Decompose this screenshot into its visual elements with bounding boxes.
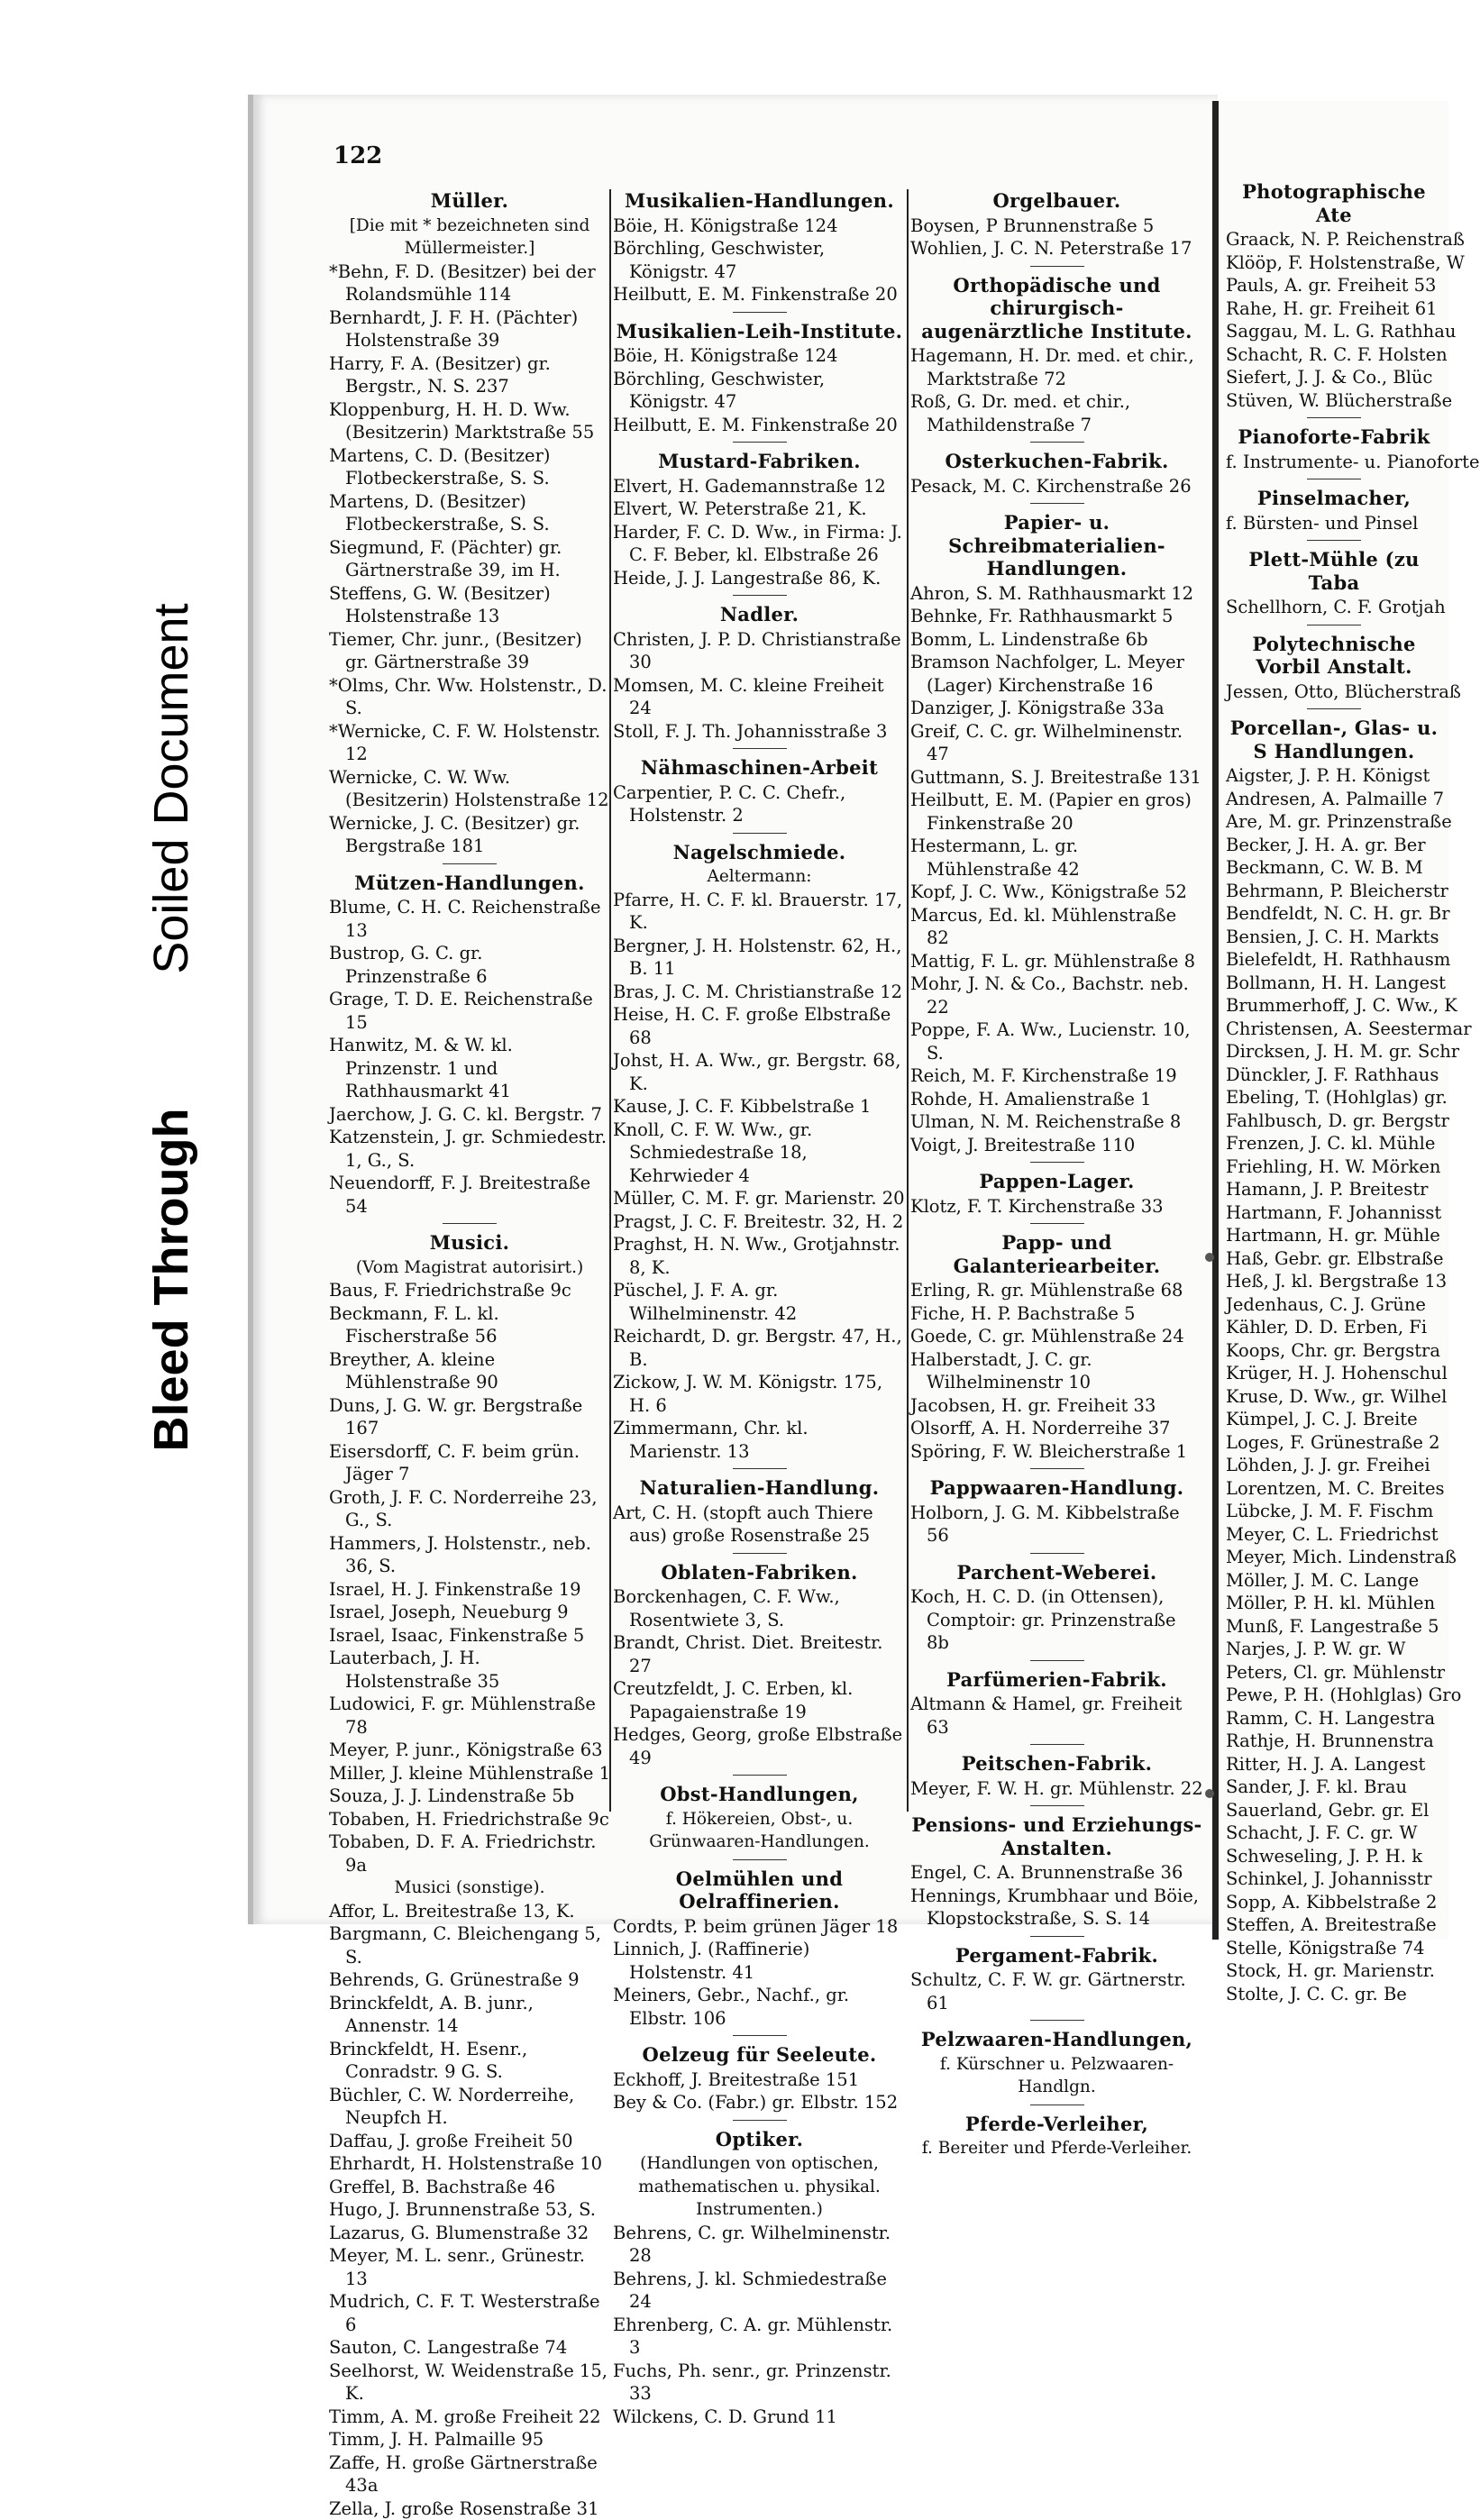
- section-heading: Plett-Mühle (zu Taba: [1226, 548, 1442, 594]
- section-heading: Parchent-Weberei.: [910, 1561, 1203, 1584]
- section-rule: [1307, 708, 1361, 709]
- directory-entry: Meyer, F. W. H. gr. Mühlenstr. 22: [910, 1777, 1203, 1801]
- directory-entry: Zickow, J. W. M. Königstr. 175, H. 6: [613, 1371, 906, 1417]
- directory-entry-truncated: Becker, J. H. A. gr. Ber: [1226, 834, 1442, 857]
- directory-entry: Wernicke, C. W. Ww. (Besitzerin) Holstenstraße 12: [329, 766, 610, 812]
- section-note: f. Bereiter und Pferde-Verleiher.: [910, 2137, 1203, 2160]
- section-rule: [733, 442, 787, 443]
- section-rule: [1030, 1162, 1084, 1163]
- directory-entry-truncated: Bielefeldt, H. Rathhausm: [1226, 948, 1442, 972]
- directory-entry-truncated: Lübcke, J. M. F. Fischm: [1226, 1500, 1442, 1523]
- directory-entry-truncated: Fahlbusch, D. gr. Bergstr: [1226, 1109, 1442, 1133]
- section-rule: [733, 2120, 787, 2121]
- directory-entry-truncated: Bollmann, H. H. Langest: [1226, 972, 1442, 995]
- directory-entry: Jaerchow, J. G. C. kl. Bergstr. 7: [329, 1103, 610, 1127]
- directory-entry-truncated: Möller, P. H. kl. Mühlen: [1226, 1592, 1442, 1615]
- directory-entry: Groth, J. F. C. Norderreihe 23, G., S.: [329, 1486, 610, 1532]
- directory-entry-truncated: Narjes, J. P. W. gr. W: [1226, 1638, 1442, 1661]
- directory-entry: Jacobsen, H. gr. Freiheit 33: [910, 1394, 1203, 1418]
- directory-entry: Bras, J. C. M. Christianstraße 12: [613, 981, 906, 1004]
- section-heading: Mützen-Handlungen.: [329, 872, 610, 895]
- directory-entry-truncated: f. Bürsten- und Pinsel: [1226, 512, 1442, 535]
- directory-entry: Danziger, J. Königstraße 33a: [910, 697, 1203, 720]
- section-heading: Nähmaschinen-Arbeit: [613, 756, 906, 780]
- stamp-sidebar: [0, 0, 242, 1962]
- directory-entry: Tobaben, H. Friedrichstraße 9c: [329, 1808, 610, 1831]
- directory-entry: Hagemann, H. Dr. med. et chir., Marktstraße 72: [910, 344, 1203, 390]
- directory-entry: Behrens, C. gr. Wilhelminenstr. 28: [613, 2222, 906, 2268]
- directory-entry: Spöring, F. W. Bleicherstraße 1: [910, 1440, 1203, 1464]
- section-heading: Pensions- und Erziehungs-Anstalten.: [910, 1813, 1203, 1859]
- directory-entry: Ehrenberg, C. A. gr. Mühlenstr. 3: [613, 2314, 906, 2360]
- directory-entry: Roß, G. Dr. med. et chir., Mathildenstraße 7: [910, 390, 1203, 436]
- directory-entry-truncated: Haß, Gebr. gr. Elbstraße: [1226, 1247, 1442, 1271]
- directory-entry-truncated: f. Instrumente- u. Pianoforte: [1226, 451, 1442, 474]
- section-note: (Vom Magistrat autorisirt.): [329, 1256, 610, 1280]
- section-note: (Handlungen von optischen, mathematischen u. physikal. Instrumenten.): [613, 2152, 906, 2222]
- section-heading: Pappen-Lager.: [910, 1170, 1203, 1193]
- section-heading: Pianoforte-Fabrik: [1226, 425, 1442, 449]
- directory-entry: Praghst, H. N. Ww., Grotjahnstr. 8, K.: [613, 1233, 906, 1279]
- directory-entry-truncated: Friehling, H. W. Mörken: [1226, 1155, 1442, 1179]
- directory-entry: Erling, R. gr. Mühlenstraße 68: [910, 1279, 1203, 1302]
- directory-entry: Elvert, W. Peterstraße 21, K.: [613, 498, 906, 521]
- directory-entry-truncated: Are, M. gr. Prinzenstraße: [1226, 810, 1442, 834]
- section-heading: Porcellan-, Glas- u. S Handlungen.: [1226, 717, 1442, 762]
- directory-entry-truncated: Stüven, W. Blücherstraße: [1226, 389, 1442, 413]
- section-heading: Müller.: [329, 189, 610, 213]
- directory-entry: Lazarus, G. Blumenstraße 32: [329, 2222, 610, 2245]
- directory-entry: Bernhardt, J. F. H. (Pächter) Holstenstraße 39: [329, 306, 610, 352]
- directory-entry-truncated: Kähler, D. D. Erben, Fi: [1226, 1316, 1442, 1339]
- directory-entry-truncated: Frenzen, J. C. kl. Mühle: [1226, 1132, 1442, 1155]
- directory-entry: Sauton, C. Langestraße 74: [329, 2336, 610, 2360]
- directory-entry-truncated: Saggau, M. L. G. Rathhau: [1226, 320, 1442, 343]
- directory-entry: Hedges, Georg, große Elbstraße 49: [613, 1723, 906, 1769]
- directory-entry-truncated: Hartmann, H. gr. Mühle: [1226, 1224, 1442, 1247]
- section-heading: Musikalien-Leih-Institute.: [613, 320, 906, 343]
- directory-entry: Engel, C. A. Brunnenstraße 36: [910, 1861, 1203, 1885]
- directory-entry-truncated: Meyer, Mich. Lindenstraß: [1226, 1546, 1442, 1569]
- directory-entry-truncated: Sauerland, Gebr. gr. El: [1226, 1799, 1442, 1822]
- directory-entry: Büchler, C. W. Norderreihe, Neupfch H.: [329, 2084, 610, 2130]
- directory-column-3: [910, 189, 1203, 2160]
- directory-entry: Baus, F. Friedrichstraße 9c: [329, 1279, 610, 1302]
- directory-entry: Greif, C. C. gr. Wilhelminenstr. 47: [910, 720, 1203, 766]
- directory-entry: Borckenhagen, C. F. Ww., Rosentwiete 3, S.: [613, 1585, 906, 1631]
- directory-entry: Christen, J. P. D. Christianstraße 30: [613, 628, 906, 674]
- directory-entry: Kause, J. C. F. Kibbelstraße 1: [613, 1095, 906, 1118]
- section-heading: Pergament-Fabrik.: [910, 1944, 1203, 1968]
- section-rule: [1030, 1936, 1084, 1937]
- section-rule: [1307, 540, 1361, 541]
- directory-entry: Hanwitz, M. & W. kl. Prinzenstr. 1 und Rathhausmarkt 41: [329, 1034, 610, 1103]
- directory-entry-truncated: Stolte, J. C. C. gr. Be: [1226, 1983, 1442, 2006]
- directory-entry: Tiemer, Chr. junr., (Besitzer) gr. Gärtnerstraße 39: [329, 628, 610, 674]
- section-note: Musici (sonstige).: [329, 1876, 610, 1900]
- directory-entry: Martens, D. (Besitzer) Flotbeckerstraße, S. S.: [329, 490, 610, 536]
- section-rule: [1030, 1468, 1084, 1469]
- directory-entry-truncated: Kruse, D. Ww., gr. Wilhel: [1226, 1385, 1442, 1409]
- directory-entry: Ahron, S. M. Rathhausmarkt 12: [910, 582, 1203, 606]
- section-rule: [733, 595, 787, 596]
- directory-entry-truncated: Brummerhoff, J. C. Ww., K: [1226, 994, 1442, 1018]
- directory-entry: Boysen, P Brunnenstraße 5: [910, 215, 1203, 238]
- directory-entry-truncated: Pewe, P. H. (Hohlglas) Gro: [1226, 1684, 1442, 1707]
- soiled-document-label: Soiled Document: [153, 536, 189, 1041]
- directory-entry: Voigt, J. Breitestraße 110: [910, 1134, 1203, 1157]
- directory-entry-truncated: Munß, F. Langestraße 5: [1226, 1615, 1442, 1639]
- directory-entry: Kopf, J. C. Ww., Königstraße 52: [910, 881, 1203, 904]
- directory-entry: Wilckens, C. D. Grund 11: [613, 2406, 906, 2429]
- directory-entry: Elvert, H. Gademannstraße 12: [613, 475, 906, 498]
- section-rule: [1030, 1744, 1084, 1745]
- directory-entry: Momsen, M. C. kleine Freiheit 24: [613, 674, 906, 720]
- directory-column-1: [329, 189, 610, 2520]
- directory-entry: Heilbutt, E. M. Finkenstraße 20: [613, 414, 906, 437]
- directory-entry: Affor, L. Breitestraße 13, K.: [329, 1900, 610, 1923]
- directory-entry: Zaffe, H. große Gärtnerstraße 43a: [329, 2452, 610, 2497]
- directory-entry-truncated: Schacht, J. F. C. gr. W: [1226, 1822, 1442, 1845]
- section-heading: Parfümerien-Fabrik.: [910, 1668, 1203, 1692]
- section-note: f. Kürschner u. Pelzwaaren-Handlgn.: [910, 2053, 1203, 2099]
- directory-entry-truncated: Rathje, H. Brunnenstra: [1226, 1730, 1442, 1753]
- directory-entry: Meyer, M. L. senr., Grünestr. 13: [329, 2244, 610, 2290]
- directory-entry-truncated: Bensien, J. C. H. Markts: [1226, 926, 1442, 949]
- directory-entry: Rohde, H. Amalienstraße 1: [910, 1088, 1203, 1111]
- directory-entry-truncated: Ramm, C. H. Langestra: [1226, 1707, 1442, 1730]
- directory-entry-truncated: Sopp, A. Kibbelstraße 2: [1226, 1891, 1442, 1914]
- directory-entry: Koch, H. C. D. (in Ottensen), Comptoir: gr. Prinzenstraße 8b: [910, 1585, 1203, 1655]
- directory-entry: Tobaben, D. F. A. Friedrichstr. 9a: [329, 1831, 610, 1876]
- directory-entry: Fuchs, Ph. senr., gr. Prinzenstr. 33: [613, 2360, 906, 2406]
- section-heading: Pinselmacher,: [1226, 487, 1442, 510]
- section-note: f. Hökereien, Obst-, u. Grünwaaren-Handlungen.: [613, 1808, 906, 1854]
- directory-entry: Brinckfeldt, A. B. junr., Annenstr. 14: [329, 1992, 610, 2038]
- directory-entry: Bergner, J. H. Holstenstr. 62, H., B. 11: [613, 935, 906, 981]
- directory-column-2: [613, 189, 906, 2428]
- directory-entry: Olsorff, A. H. Norderreihe 37: [910, 1417, 1203, 1440]
- section-heading: Oelzeug für Seeleute.: [613, 2043, 906, 2067]
- section-heading: Orthopädische und chirurgisch-augenärztliche Institute.: [910, 274, 1203, 343]
- directory-entry: *Behn, F. D. (Besitzer) bei der Rolandsmühle 114: [329, 260, 610, 306]
- directory-entry: Israel, H. J. Finkenstraße 19: [329, 1578, 610, 1602]
- directory-entry: Altmann & Hamel, gr. Freiheit 63: [910, 1693, 1203, 1739]
- directory-entry: Müller, C. M. F. gr. Marienstr. 20: [613, 1187, 906, 1210]
- directory-entry: Seelhorst, W. Weidenstraße 15, K.: [329, 2360, 610, 2406]
- section-note: [Die mit * bezeichneten sind Müllermeister.]: [329, 215, 610, 260]
- directory-entry: Heise, H. C. F. große Elbstraße 68: [613, 1003, 906, 1049]
- directory-entry: Linnich, J. (Raffinerie) Holstenstr. 41: [613, 1938, 906, 1984]
- directory-entry: Stoll, F. J. Th. Johannisstraße 3: [613, 720, 906, 744]
- section-heading: Orgelbauer.: [910, 189, 1203, 213]
- directory-entry: Heilbutt, E. M. Finkenstraße 20: [613, 283, 906, 306]
- directory-entry: Katzenstein, J. gr. Schmiedestr. 1, G., S.: [329, 1126, 610, 1172]
- section-heading: Pferde-Verleiher,: [910, 2113, 1203, 2136]
- directory-entry-truncated: Schinkel, J. Johannisstr: [1226, 1867, 1442, 1891]
- directory-entry: Mohr, J. N. & Co., Bachstr. neb. 22: [910, 972, 1203, 1018]
- section-rule: [733, 1468, 787, 1469]
- section-rule: [733, 1553, 787, 1554]
- directory-entry-truncated: Christensen, A. Seestermar: [1226, 1018, 1442, 1041]
- directory-entry: Daffau, J. große Freiheit 50: [329, 2130, 610, 2153]
- section-heading: Pappwaaren-Handlung.: [910, 1476, 1203, 1500]
- directory-entry-truncated: Aigster, J. P. H. Königst: [1226, 764, 1442, 788]
- directory-entry: Pragst, J. C. F. Breitestr. 32, H. 2: [613, 1210, 906, 1234]
- directory-entry: Püschel, J. F. A. gr. Wilhelminenstr. 42: [613, 1279, 906, 1325]
- directory-entry-truncated: Hamann, J. P. Breitestr: [1226, 1178, 1442, 1201]
- directory-entry: Eisersdorff, C. F. beim grün. Jäger 7: [329, 1440, 610, 1486]
- section-heading: Papp- und Galanteriearbeiter.: [910, 1231, 1203, 1277]
- directory-entry: Israel, Isaac, Finkenstraße 5: [329, 1624, 610, 1648]
- directory-entry: Behrends, G. Grünestraße 9: [329, 1968, 610, 1992]
- directory-entry-truncated: Löhden, J. J. gr. Freihei: [1226, 1454, 1442, 1477]
- directory-entry: Miller, J. kleine Mühlenstraße 1: [329, 1762, 610, 1785]
- directory-entry: Meyer, P. junr., Königstraße 63: [329, 1739, 610, 1762]
- bleed-through-label: Bleed Through: [153, 1000, 189, 1559]
- directory-entry-truncated: Pauls, A. gr. Freiheit 53: [1226, 274, 1442, 297]
- directory-entry: Brinckfeldt, H. Esenr., Conradstr. 9 G. S.: [329, 2038, 610, 2084]
- section-heading: Obst-Handlungen,: [613, 1783, 906, 1806]
- section-rule: [1030, 1223, 1084, 1224]
- directory-entry: Klotz, F. T. Kirchenstraße 33: [910, 1195, 1203, 1219]
- section-heading: Musikalien-Handlungen.: [613, 189, 906, 213]
- directory-entry: Poppe, F. A. Ww., Lucienstr. 10, S.: [910, 1018, 1203, 1064]
- directory-entry: Greffel, B. Bachstraße 46: [329, 2176, 610, 2199]
- section-rule: [1030, 2020, 1084, 2021]
- section-heading: Optiker.: [613, 2128, 906, 2151]
- directory-entry-truncated: Lorentzen, M. C. Breites: [1226, 1477, 1442, 1501]
- directory-entry-truncated: Hartmann, F. Johannisst: [1226, 1201, 1442, 1225]
- directory-entry-truncated: Jedenhaus, C. J. Grüne: [1226, 1293, 1442, 1317]
- section-heading: Oelmühlen und Oelraffinerien.: [613, 1867, 906, 1913]
- directory-entry-truncated: Jessen, Otto, Blücherstraß: [1226, 680, 1442, 704]
- directory-entry: Behrens, J. kl. Schmiedestraße 24: [613, 2268, 906, 2314]
- directory-entry: Breyther, A. kleine Mühlenstraße 90: [329, 1348, 610, 1394]
- directory-entry: Reichardt, D. gr. Bergstr. 47, H., B.: [613, 1325, 906, 1371]
- directory-entry: Bramson Nachfolger, L. Meyer (Lager) Kirchenstraße 16: [910, 651, 1203, 697]
- directory-entry: Knoll, C. F. W. Ww., gr. Schmiedestraße 18, Kehrwieder 4: [613, 1118, 906, 1188]
- section-rule: [1030, 1805, 1084, 1806]
- section-rule: [733, 833, 787, 834]
- section-heading: Pelzwaaren-Handlungen,: [910, 2028, 1203, 2051]
- page-number: 122: [333, 142, 382, 169]
- directory-entry: Carpentier, P. C. C. Chefr., Holstenstr. 2: [613, 781, 906, 827]
- directory-entry: Lauterbach, J. H. Holstenstraße 35: [329, 1647, 610, 1693]
- directory-entry-truncated: Stock, H. gr. Marienstr.: [1226, 1959, 1442, 1983]
- directory-entry-truncated: Koops, Chr. gr. Bergstra: [1226, 1339, 1442, 1363]
- directory-entry: Hugo, J. Brunnenstraße 53, S.: [329, 2198, 610, 2222]
- directory-entry-truncated: Ebeling, T. (Hohlglas) gr.: [1226, 1086, 1442, 1109]
- directory-entry: Cordts, P. beim grünen Jäger 18: [613, 1915, 906, 1939]
- section-rule: [733, 312, 787, 313]
- binding-mark: [1205, 1253, 1214, 1262]
- directory-entry: Pesack, M. C. Kirchenstraße 26: [910, 475, 1203, 498]
- directory-entry: Zella, J. große Rosenstraße 31: [329, 2497, 610, 2520]
- directory-entry-truncated: Steffen, A. Breitestraße: [1226, 1913, 1442, 1937]
- directory-entry-truncated: Behrmann, P. Bleicherstr: [1226, 880, 1442, 903]
- directory-entry: Duns, J. G. W. gr. Bergstraße 167: [329, 1394, 610, 1440]
- section-heading: Osterkuchen-Fabrik.: [910, 450, 1203, 473]
- directory-entry-truncated: Möller, J. M. C. Lange: [1226, 1569, 1442, 1593]
- directory-entry: Israel, Joseph, Neueburg 9: [329, 1601, 610, 1624]
- directory-entry-truncated: Meyer, C. L. Friedrichst: [1226, 1523, 1442, 1547]
- directory-entry: Timm, A. M. große Freiheit 22: [329, 2406, 610, 2429]
- section-rule: [1030, 1660, 1084, 1661]
- directory-entry-truncated: Andresen, A. Palmaille 7: [1226, 788, 1442, 811]
- directory-entry: Behnke, Fr. Rathhausmarkt 5: [910, 605, 1203, 628]
- directory-entry: Creutzfeldt, J. C. Erben, kl. Papagaienstraße 19: [613, 1677, 906, 1723]
- directory-entry-truncated: Sander, J. F. kl. Brau: [1226, 1776, 1442, 1799]
- directory-entry-truncated: Siefert, J. J. & Co., Blüc: [1226, 366, 1442, 389]
- directory-entry-truncated: Krüger, H. J. Hohenschul: [1226, 1362, 1442, 1385]
- directory-entry-truncated: Klööp, F. Holstenstraße, W: [1226, 251, 1442, 275]
- directory-entry-truncated: Rahe, H. gr. Freiheit 61: [1226, 297, 1442, 321]
- section-rule: [443, 1223, 497, 1224]
- directory-entry: Siegmund, F. (Pächter) gr. Gärtnerstraße 39, im H.: [329, 536, 610, 582]
- directory-entry: Marcus, Ed. kl. Mühlenstraße 82: [910, 904, 1203, 950]
- directory-entry: Fiche, H. P. Bachstraße 5: [910, 1302, 1203, 1326]
- directory-entry: Ulman, N. M. Reichenstraße 8: [910, 1110, 1203, 1134]
- directory-entry-truncated: Bendfeldt, N. C. H. gr. Br: [1226, 902, 1442, 926]
- directory-entry-truncated: Graack, N. P. Reichenstraß: [1226, 228, 1442, 251]
- section-heading: Musici.: [329, 1231, 610, 1255]
- binding-mark: [1205, 1789, 1214, 1798]
- section-heading: Polytechnische Vorbil Anstalt.: [1226, 633, 1442, 679]
- directory-entry: Brandt, Christ. Diet. Breitestr. 27: [613, 1631, 906, 1677]
- directory-entry-truncated: Dünckler, J. F. Rathhaus: [1226, 1064, 1442, 1087]
- section-rule: [733, 2035, 787, 2036]
- directory-entry: Pfarre, H. C. F. kl. Brauerstr. 17, K.: [613, 889, 906, 935]
- section-rule: [733, 748, 787, 749]
- section-heading: Nagelschmiede.: [613, 841, 906, 864]
- directory-entry: Art, C. H. (stopft auch Thiere aus) große Rosenstraße 25: [613, 1502, 906, 1548]
- directory-entry: Kloppenburg, H. H. D. Ww. (Besitzerin) Marktstraße 55: [329, 398, 610, 444]
- directory-entry: Souza, J. J. Lindenstraße 5b: [329, 1785, 610, 1808]
- section-rule: [1030, 266, 1084, 267]
- directory-entry-truncated: Kümpel, J. C. J. Breite: [1226, 1408, 1442, 1431]
- directory-entry: Martens, C. D. (Besitzer) Flotbeckerstraße, S. S.: [329, 444, 610, 490]
- section-heading: Naturalien-Handlung.: [613, 1476, 906, 1500]
- directory-entry: Schultz, C. F. W. gr. Gärtnerstr. 61: [910, 1968, 1203, 2014]
- directory-entry: Goede, C. gr. Mühlenstraße 24: [910, 1325, 1203, 1348]
- directory-entry: Heilbutt, E. M. (Papier en gros) Finkenstraße 20: [910, 789, 1203, 835]
- section-rule: [443, 863, 497, 864]
- section-rule: [1030, 442, 1084, 443]
- directory-entry-truncated: Schweseling, J. P. H. k: [1226, 1845, 1442, 1868]
- column-divider: [907, 189, 909, 1812]
- directory-entry-truncated: Stelle, Königstraße 74: [1226, 1937, 1442, 1960]
- directory-entry: Böie, H. Königstraße 124: [613, 344, 906, 368]
- directory-entry: *Olms, Chr. Ww. Holstenstr., D. S.: [329, 674, 610, 720]
- directory-entry: Bomm, L. Lindenstraße 6b: [910, 628, 1203, 652]
- section-rule: [733, 1775, 787, 1776]
- directory-entry: Hestermann, L. gr. Mühlenstraße 42: [910, 835, 1203, 881]
- section-heading: Oblaten-Fabriken.: [613, 1561, 906, 1584]
- section-note: Aeltermann:: [613, 865, 906, 889]
- directory-entry: Holborn, J. G. M. Kibbelstraße 56: [910, 1502, 1203, 1548]
- directory-entry-truncated: Peters, Cl. gr. Mühlenstr: [1226, 1661, 1442, 1685]
- directory-entry: Böie, H. Königstraße 124: [613, 215, 906, 238]
- directory-entry: Steffens, G. W. (Besitzer) Holstenstraße 13: [329, 582, 610, 628]
- directory-entry: Guttmann, S. J. Breitestraße 131: [910, 766, 1203, 790]
- directory-entry-truncated: Ritter, H. J. A. Langest: [1226, 1753, 1442, 1776]
- section-heading: Papier- u. Schreibmaterialien-Handlungen.: [910, 511, 1203, 580]
- directory-entry: Wohlien, J. C. N. Peterstraße 17: [910, 237, 1203, 260]
- directory-entry: Bargmann, C. Bleichengang 5, S.: [329, 1922, 610, 1968]
- directory-entry-truncated: Beckmann, C. W. B. M: [1226, 856, 1442, 880]
- directory-entry: Harder, F. C. D. Ww., in Firma: J. C. F. Beber, kl. Elbstraße 26: [613, 521, 906, 567]
- directory-entry: Börchling, Geschwister, Königstr. 47: [613, 368, 906, 414]
- section-rule: [1030, 503, 1084, 504]
- directory-entry: Eckhoff, J. Breitestraße 151: [613, 2068, 906, 2092]
- directory-entry: Grage, T. D. E. Reichenstraße 15: [329, 988, 610, 1034]
- directory-entry: Meiners, Gebr., Nachf., gr. Elbstr. 106: [613, 1984, 906, 2030]
- directory-entry: Mudrich, C. F. T. Westerstraße 6: [329, 2290, 610, 2336]
- directory-entry: Timm, J. H. Palmaille 95: [329, 2428, 610, 2452]
- directory-entry: *Wernicke, C. F. W. Holstenstr. 12: [329, 720, 610, 766]
- directory-entry: Hammers, J. Holstenstr., neb. 36, S.: [329, 1532, 610, 1578]
- section-heading: Mustard-Fabriken.: [613, 450, 906, 473]
- directory-entry: Hennings, Krumbhaar und Böie, Klopstockstraße, S. S. 14: [910, 1885, 1203, 1931]
- directory-entry: Beckmann, F. L. kl. Fischerstraße 56: [329, 1302, 610, 1348]
- directory-entry-truncated: Heß, J. kl. Bergstraße 13: [1226, 1270, 1442, 1293]
- section-heading: Nadler.: [613, 603, 906, 626]
- section-rule: [733, 1859, 787, 1860]
- directory-entry: Neuendorff, F. J. Breitestraße 54: [329, 1172, 610, 1218]
- section-rule: [1307, 417, 1361, 418]
- directory-entry: Zimmermann, Chr. kl. Marienstr. 13: [613, 1417, 906, 1463]
- section-heading: Photographische Ate: [1226, 180, 1442, 226]
- directory-entry: Ludowici, F. gr. Mühlenstraße 78: [329, 1693, 610, 1739]
- directory-entry: Wernicke, J. C. (Besitzer) gr. Bergstraße 181: [329, 812, 610, 858]
- directory-entry: Harry, F. A. (Besitzer) gr. Bergstr., N. S. 237: [329, 352, 610, 398]
- directory-entry-truncated: Schacht, R. C. F. Holsten: [1226, 343, 1442, 367]
- directory-entry: Johst, H. A. Ww., gr. Bergstr. 68, K.: [613, 1049, 906, 1095]
- directory-entry: Bustrop, G. C. gr. Prinzenstraße 6: [329, 942, 610, 988]
- directory-column-right-page: [1226, 180, 1442, 2005]
- directory-entry: Ehrhardt, H. Holstenstraße 10: [329, 2152, 610, 2176]
- directory-entry-truncated: Loges, F. Grünestraße 2: [1226, 1431, 1442, 1455]
- directory-entry: Halberstadt, J. C. gr. Wilhelminenstr 10: [910, 1348, 1203, 1394]
- directory-entry: Bey & Co. (Fabr.) gr. Elbstr. 152: [613, 2091, 906, 2114]
- section-rule: [1030, 1553, 1084, 1554]
- directory-entry: Blume, C. H. C. Reichenstraße 13: [329, 896, 610, 942]
- directory-entry-truncated: Dircksen, J. H. M. gr. Schr: [1226, 1040, 1442, 1064]
- directory-entry: Heide, J. J. Langestraße 86, K.: [613, 567, 906, 590]
- directory-entry: Börchling, Geschwister, Königstr. 47: [613, 237, 906, 283]
- section-heading: Peitschen-Fabrik.: [910, 1752, 1203, 1776]
- directory-entry-truncated: Schellhorn, C. F. Grotjah: [1226, 596, 1442, 619]
- directory-entry: Mattig, F. L. gr. Mühlenstraße 8: [910, 950, 1203, 973]
- directory-entry: Reich, M. F. Kirchenstraße 19: [910, 1064, 1203, 1088]
